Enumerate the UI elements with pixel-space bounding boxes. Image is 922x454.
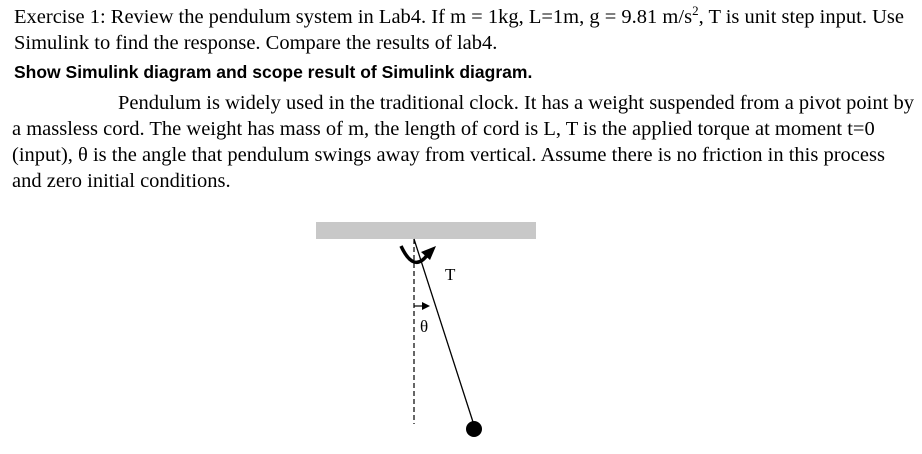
pendulum-bob [466,421,482,437]
exercise-text-start: Exercise 1: Review the pendulum system in Lab4. If m = 1kg, L=1m, g = 9.81 m/s [14,6,693,28]
pendulum-diagram [300,210,560,454]
pendulum-description: Pendulum is widely used in the traditional clock. It has a weight suspended from a pivot point by a massless cord. The weight has mass of m, the length of cord is L, T is the applied torque at moment t=0 (input), θ is the angle that pendulum swings away from vertical. Assume there is no friction in this process and zero initial conditions. [12,92,914,192]
angle-label: θ [420,317,429,336]
torque-label: T [445,265,456,284]
exercise-text-end: , T is unit step input. Use Simulink to find the response. Compare the results of lab4. [14,6,904,54]
ceiling-bar [316,222,536,239]
angle-arrowhead-icon [422,302,430,310]
exercise-superscript: 2 [692,3,699,19]
instruction-heading: Show Simulink diagram and scope result of Simulink diagram. [14,62,533,82]
exercise-statement [14,4,914,56]
